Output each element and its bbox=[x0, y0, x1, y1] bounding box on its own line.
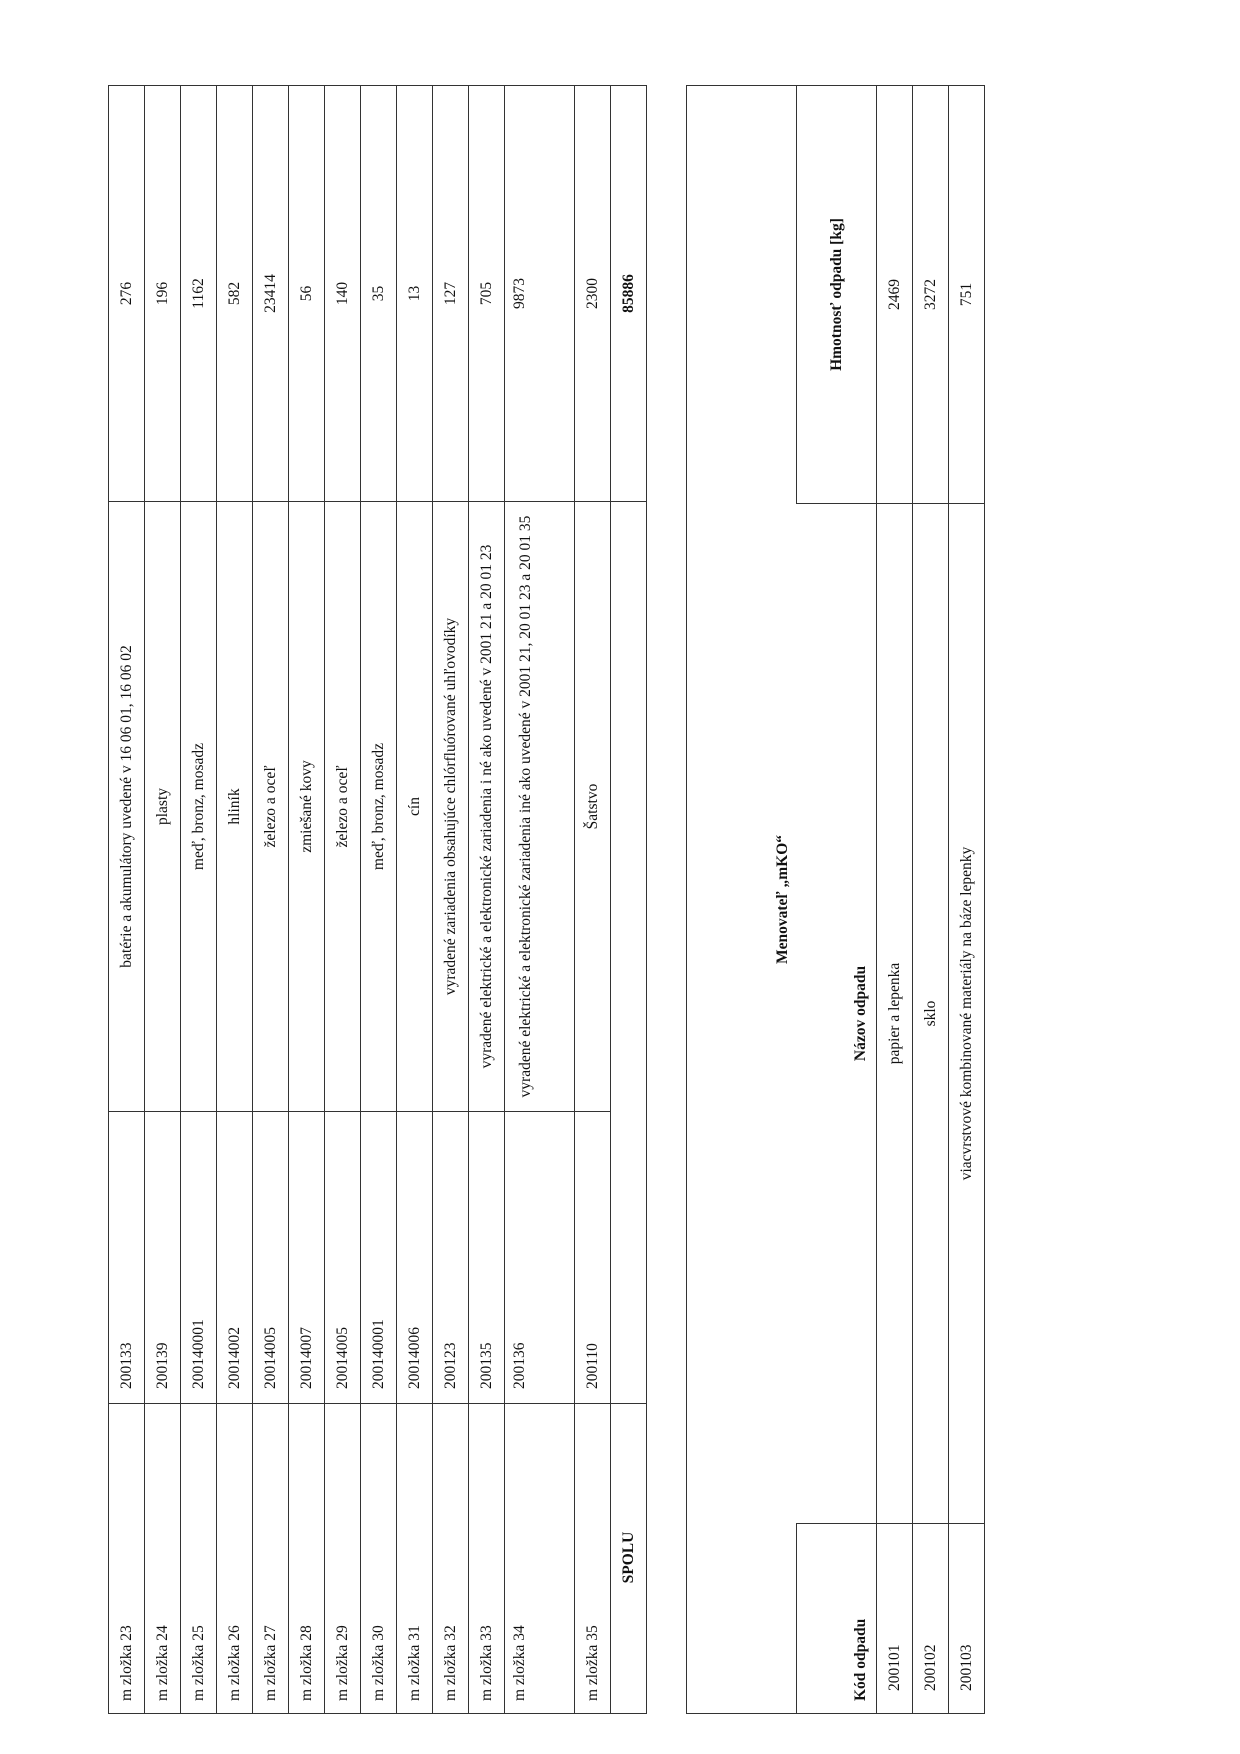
component-name: m zložka 25 bbox=[181, 1404, 217, 1714]
table-row bbox=[505, 86, 575, 1714]
total-label: SPOLU bbox=[611, 1404, 647, 1714]
waste-code: 200123 bbox=[433, 1112, 469, 1404]
table-row bbox=[181, 86, 217, 1714]
total-value: 85886 bbox=[611, 86, 647, 502]
waste-code: 200133 bbox=[109, 1112, 145, 1404]
table-row bbox=[253, 86, 289, 1714]
component-name: m zložka 35 bbox=[575, 1404, 611, 1714]
component-name: m zložka 24 bbox=[145, 1404, 181, 1714]
waste-code: 200140001 bbox=[181, 1112, 217, 1404]
component-name: m zložka 28 bbox=[289, 1404, 325, 1714]
waste-mass: 1162 bbox=[181, 86, 217, 502]
waste-mass: 751 bbox=[949, 86, 985, 504]
waste-code: 200136 bbox=[505, 1112, 575, 1404]
waste-mass: 140 bbox=[325, 86, 361, 502]
waste-mass: 56 bbox=[289, 86, 325, 502]
waste-code: 20014002 bbox=[217, 1112, 253, 1404]
waste-mass: 3272 bbox=[913, 86, 949, 504]
waste-description: vyradené zariadenia obsahujúce chlórfluórované uhľovodíky bbox=[433, 502, 469, 1112]
waste-mass: 23414 bbox=[253, 86, 289, 502]
table-row bbox=[145, 86, 181, 1714]
header-row bbox=[797, 86, 877, 1714]
caption-row bbox=[687, 86, 797, 1714]
waste-mass: 13 bbox=[397, 86, 433, 502]
waste-description: plasty bbox=[145, 502, 181, 1112]
waste-mass: 9873 bbox=[505, 86, 575, 502]
table-row bbox=[949, 86, 985, 1714]
waste-mass: 196 bbox=[145, 86, 181, 502]
table-row bbox=[575, 86, 611, 1714]
waste-description: železo a oceľ bbox=[253, 502, 289, 1112]
waste-description: vyradené elektrické a elektronické zariadenia i né ako uvedené v 2001 21 a 20 01 23 bbox=[469, 502, 505, 1112]
waste-name: sklo bbox=[913, 504, 949, 1524]
denominator-table bbox=[686, 85, 985, 1714]
component-name: m zložka 33 bbox=[469, 1404, 505, 1714]
waste-code: 20014005 bbox=[253, 1112, 289, 1404]
table-row bbox=[433, 86, 469, 1714]
waste-code: 200139 bbox=[145, 1112, 181, 1404]
table-row bbox=[325, 86, 361, 1714]
table-row bbox=[469, 86, 505, 1714]
waste-name: viacvrstvové kombinované materiály na báze lepenky bbox=[949, 504, 985, 1524]
component-name: m zložka 29 bbox=[325, 1404, 361, 1714]
table-row bbox=[109, 86, 145, 1714]
waste-code: 20014006 bbox=[397, 1112, 433, 1404]
table-row bbox=[217, 86, 253, 1714]
waste-description: železo a oceľ bbox=[325, 502, 361, 1112]
total-empty-cell bbox=[611, 502, 647, 1112]
waste-components-table bbox=[108, 85, 647, 1714]
table-row bbox=[361, 86, 397, 1714]
component-name: m zložka 31 bbox=[397, 1404, 433, 1714]
total-empty-cell bbox=[611, 1112, 647, 1404]
waste-code: 200135 bbox=[469, 1112, 505, 1404]
component-name: m zložka 23 bbox=[109, 1404, 145, 1714]
waste-code: 200110 bbox=[575, 1112, 611, 1404]
waste-name: papier a lepenka bbox=[877, 504, 913, 1524]
waste-description: cín bbox=[397, 502, 433, 1112]
header-name: Názov odpadu bbox=[797, 504, 877, 1524]
component-name: m zložka 32 bbox=[433, 1404, 469, 1714]
waste-code: 20014005 bbox=[325, 1112, 361, 1404]
table-row bbox=[913, 86, 949, 1714]
component-name: m zložka 26 bbox=[217, 1404, 253, 1714]
waste-description: zmiešané kovy bbox=[289, 502, 325, 1112]
waste-description: hliník bbox=[217, 502, 253, 1112]
header-mass: Hmotnosť odpadu [kg] bbox=[797, 86, 877, 504]
waste-mass: 2469 bbox=[877, 86, 913, 504]
header-code: Kód odpadu bbox=[797, 1524, 877, 1714]
waste-description: Šatstvo bbox=[575, 502, 611, 1112]
table-row bbox=[289, 86, 325, 1714]
waste-mass: 276 bbox=[109, 86, 145, 502]
table-row bbox=[397, 86, 433, 1714]
waste-code: 200102 bbox=[913, 1524, 949, 1714]
component-name: m zložka 27 bbox=[253, 1404, 289, 1714]
waste-mass: 2300 bbox=[575, 86, 611, 502]
waste-code: 200140001 bbox=[361, 1112, 397, 1404]
table-caption: Menovateľ „mKO“ bbox=[687, 86, 797, 1714]
waste-mass: 582 bbox=[217, 86, 253, 502]
waste-description: vyradené elektrické a elektronické zariadenia iné ako uvedené v 2001 21, 20 01 23 a 20 01 35 bbox=[505, 502, 575, 1112]
waste-description: meď, bronz, mosadz bbox=[181, 502, 217, 1112]
waste-code: 200101 bbox=[877, 1524, 913, 1714]
waste-code: 20014007 bbox=[289, 1112, 325, 1404]
waste-mass: 35 bbox=[361, 86, 397, 502]
waste-code: 200103 bbox=[949, 1524, 985, 1714]
waste-mass: 127 bbox=[433, 86, 469, 502]
total-row bbox=[611, 86, 647, 1714]
table-row bbox=[877, 86, 913, 1714]
waste-mass: 705 bbox=[469, 86, 505, 502]
component-name: m zložka 34 bbox=[505, 1404, 575, 1714]
waste-description: meď, bronz, mosadz bbox=[361, 502, 397, 1112]
component-name: m zložka 30 bbox=[361, 1404, 397, 1714]
waste-description: batérie a akumulátory uvedené v 16 06 01, 16 06 02 bbox=[109, 502, 145, 1112]
